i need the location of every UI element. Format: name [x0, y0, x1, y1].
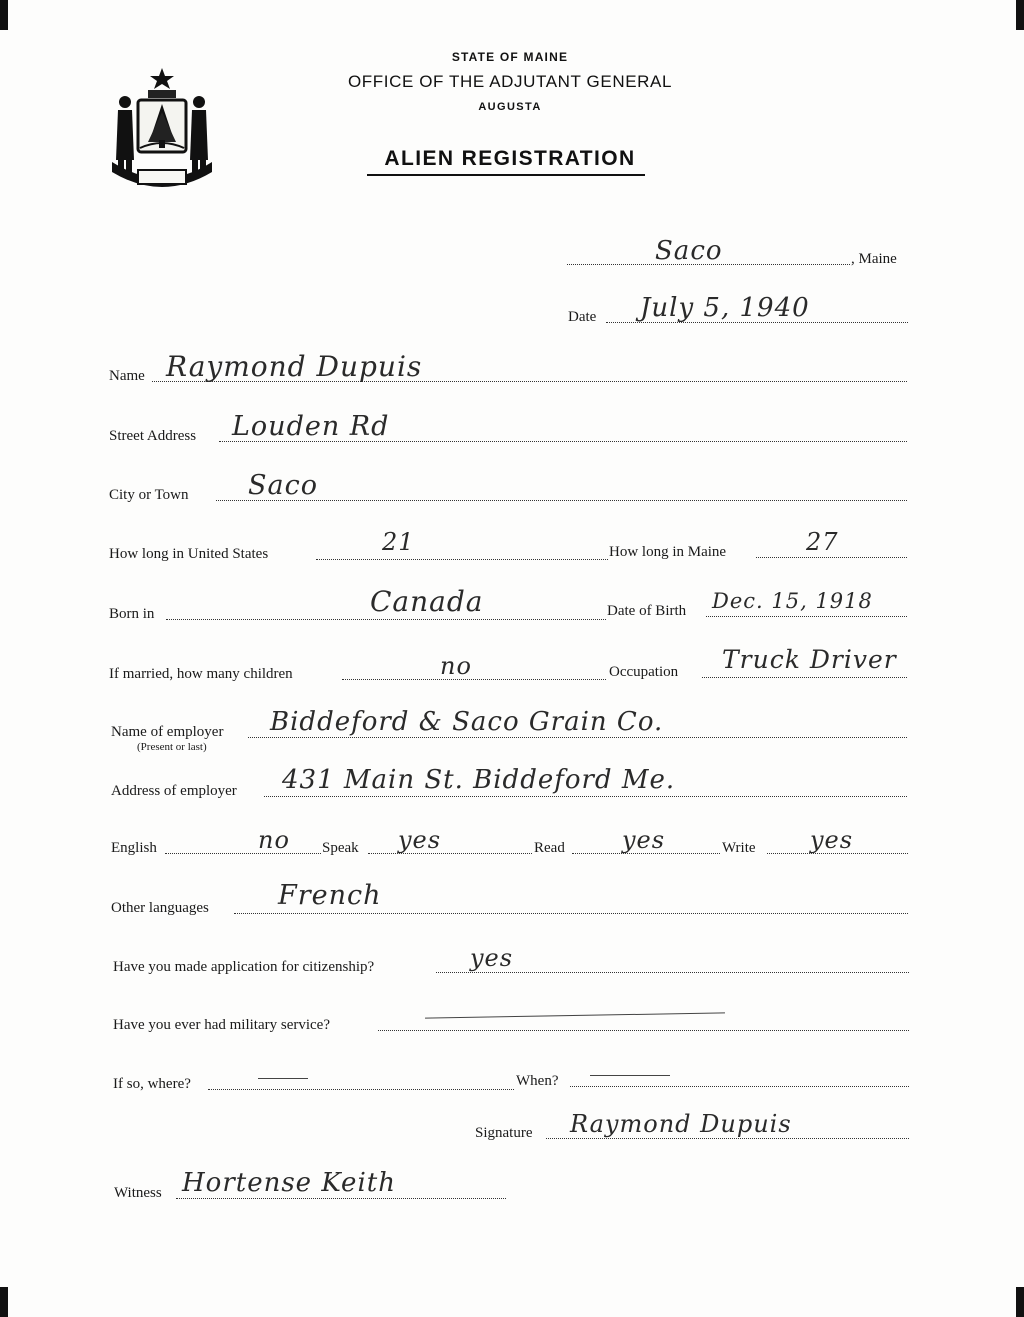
city-label: City or Town [109, 487, 189, 503]
when-dash [590, 1075, 670, 1076]
write-value: yes [810, 826, 854, 854]
where-dash [258, 1078, 308, 1079]
city-line [216, 500, 907, 501]
scan-corner-mark [0, 1287, 8, 1317]
employer-value: Biddeford & Saco Grain Co. [270, 707, 664, 737]
children-line [342, 679, 606, 680]
place-value: Saco [655, 236, 723, 266]
other-languages-line [234, 913, 908, 914]
scan-corner-mark [0, 0, 8, 30]
header-city: AUGUSTA [478, 101, 542, 113]
citizenship-label: Have you made application for citizenship? [113, 959, 375, 975]
military-service-line [378, 1030, 909, 1031]
signature-value: Raymond Dupuis [570, 1110, 792, 1138]
citizenship-line [436, 972, 909, 973]
us-years-label: How long in United States [109, 546, 269, 562]
form-title: ALIEN REGISTRATION [384, 147, 636, 170]
us-years-value: 21 [382, 528, 415, 556]
signature-line [546, 1138, 909, 1139]
maine-years-label: How long in Maine [609, 544, 727, 560]
read-label: Read [534, 840, 565, 856]
employer-address-value: 431 Main St. Biddeford Me. [282, 765, 676, 795]
scan-corner-mark [1016, 1287, 1024, 1317]
born-in-line [166, 619, 606, 620]
born-in-label: Born in [109, 606, 155, 622]
scan-corner-mark [1016, 0, 1024, 30]
header-office: OFFICE OF THE ADJUTANT GENERAL [347, 72, 673, 91]
english-label: English [111, 840, 157, 856]
military-service-label: Have you ever had military service? [113, 1017, 330, 1033]
witness-line [176, 1198, 506, 1199]
born-in-value: Canada [370, 585, 484, 618]
speak-value: yes [398, 826, 442, 854]
children-value: no [440, 652, 472, 680]
where-line [208, 1089, 514, 1090]
employer-sublabel: (Present or last) [137, 741, 207, 753]
when-label: When? [516, 1073, 559, 1089]
write-label: Write [722, 840, 756, 856]
other-languages-label: Other languages [111, 900, 209, 916]
occupation-line [702, 677, 907, 678]
where-label: If so, where? [113, 1076, 191, 1092]
us-years-line [316, 559, 608, 560]
place-suffix-label: , Maine [851, 251, 897, 267]
date-label: Date [568, 309, 597, 325]
maine-years-line [756, 557, 907, 558]
maine-years-value: 27 [806, 528, 839, 556]
when-line [570, 1086, 909, 1087]
employer-address-label: Address of employer [111, 783, 237, 799]
header-state: STATE OF MAINE [451, 50, 569, 64]
speak-label: Speak [322, 840, 359, 856]
citizenship-value: yes [470, 944, 514, 972]
english-value: no [258, 826, 290, 854]
title-underline [367, 174, 645, 176]
signature-label: Signature [475, 1125, 533, 1141]
witness-value: Hortense Keith [182, 1168, 396, 1198]
speak-line [368, 853, 532, 854]
military-service-dash [425, 1012, 725, 1018]
english-line [165, 853, 321, 854]
children-label: If married, how many children [109, 666, 293, 682]
other-languages-value: French [278, 880, 382, 911]
occupation-label: Occupation [609, 664, 679, 680]
name-label: Name [109, 368, 145, 384]
dob-label: Date of Birth [607, 603, 687, 619]
occupation-value: Truck Driver [722, 645, 897, 674]
date-value: July 5, 1940 [640, 293, 810, 323]
name-value: Raymond Dupuis [166, 350, 423, 383]
employer-address-line [264, 796, 907, 797]
employer-line [248, 737, 907, 738]
dob-line [706, 616, 907, 617]
employer-label: Name of employer [111, 724, 224, 740]
city-value: Saco [248, 470, 318, 501]
witness-label: Witness [114, 1185, 162, 1201]
street-address-value: Louden Rd [232, 411, 390, 442]
street-address-label: Street Address [109, 428, 197, 444]
dob-value: Dec. 15, 1918 [712, 589, 873, 613]
read-value: yes [622, 826, 666, 854]
